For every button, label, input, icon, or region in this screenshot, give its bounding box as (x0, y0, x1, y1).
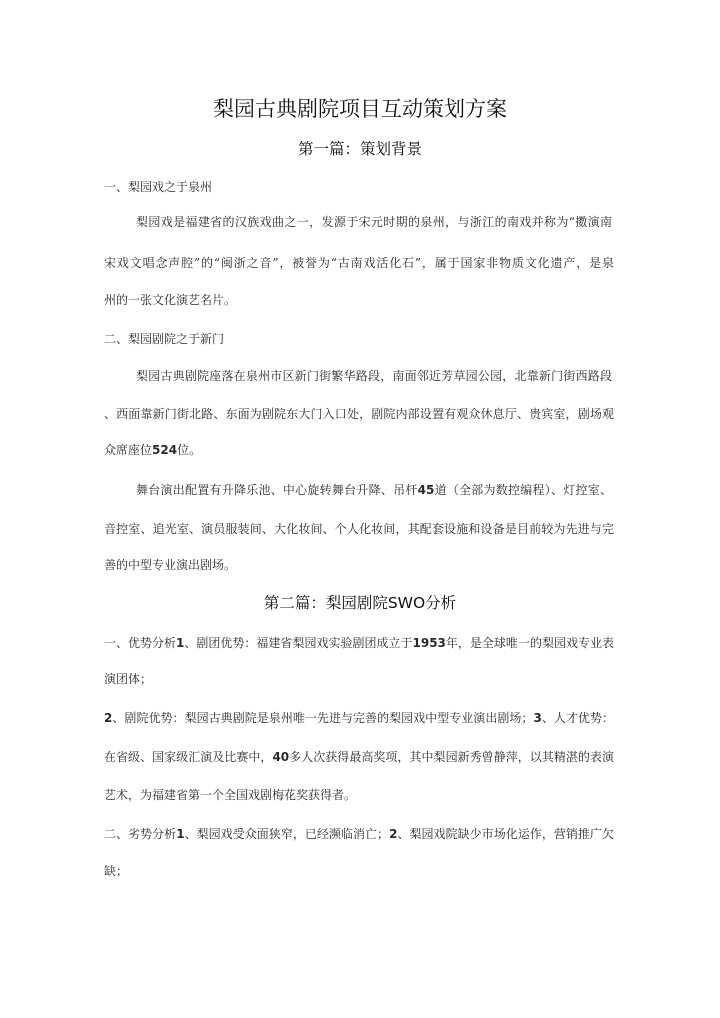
text-run: 舞台演出配置有升降乐池、中心旋转舞台升降、吊杆 (136, 483, 418, 497)
swo-line (104, 748, 614, 766)
text-run: 多人次获得最高奖项，其中梨园新秀曾静萍，以其精湛的表演 (289, 750, 614, 764)
section2-paragraph-line (136, 481, 612, 499)
part1-heading: 第一篇：策划背景 (297, 140, 422, 158)
text-run: 1 (176, 636, 185, 650)
text-run: 在省级、国家级汇演及比赛中， (104, 750, 273, 764)
section2-paragraph-line: 梨园古典剧院座落在泉州市区新门街繁华路段，南面邻近芳草园公园，北靠新门街西路段 (136, 369, 612, 383)
swo-line: 缺； (104, 864, 129, 878)
text-run: 1 (176, 827, 185, 841)
text-run: 、剧团优势：福建省梨园戏实验剧团成立于 (184, 636, 413, 650)
swo-line (104, 709, 614, 727)
section2-heading: 二、梨园剧院之于新门 (104, 332, 225, 346)
seat-count: 524 (152, 443, 178, 457)
text-run: 众席座位 (104, 443, 153, 457)
text-run: 年，是全球唯一的梨园戏专业表 (445, 636, 614, 650)
text-run: 、人才优势： (541, 711, 614, 725)
section2-paragraph-line: 善的中型专业演出剧场。 (104, 558, 237, 572)
award-count: 40 (272, 750, 290, 764)
swo-line (104, 825, 614, 843)
rigging-count: 45 (417, 483, 435, 497)
swo-line (104, 634, 614, 652)
year-number: 1953 (412, 636, 446, 650)
section1-paragraph-line: 州的一张文化演艺名片。 (104, 293, 237, 307)
text-run: 道（全部为数控编程）、灯控室、 (434, 483, 612, 497)
text-run: 、梨园戏受众面狭窄，已经濒临消亡； (184, 827, 390, 841)
text-run: 、梨园戏院缺少市场化运作，营销推广欠 (397, 827, 614, 841)
section2-paragraph-line (104, 441, 614, 459)
swo-line: 艺术，为福建省第一个全国戏剧梅花奖获得者。 (104, 788, 357, 802)
swo-line: 演团体； (104, 672, 153, 686)
text-run: 一、优势分析 (104, 636, 177, 650)
document-title: 梨园古典剧院项目互动策划方案 (213, 97, 507, 121)
text-run: 2 (104, 711, 113, 725)
section1-paragraph-line: 梨园戏是福建省的汉族戏曲之一，发源于宋元时期的泉州，与浙江的南戏并称为“擞演南 (136, 215, 612, 229)
section2-paragraph-line: 音控室、追光室、演员服装间、大化妆间、个人化妆间，其配套设施和设备是目前较为先进与完 (104, 522, 614, 536)
text-run: 、剧院优势：梨园古典剧院是泉州唯一先进与完善的梨园戏中型专业演出剧场； (112, 711, 534, 725)
section2-paragraph-line: 、西面靠新门街北路、东面为剧院东大门入口处，剧院内部设置有观众休息厅、贵宾室，剧场观 (104, 407, 614, 421)
text-run: 3 (533, 711, 542, 725)
part2-heading: 第二篇：梨园剧院SWO分析 (263, 594, 457, 612)
section1-heading: 一、梨园戏之于泉州 (104, 180, 213, 194)
text-run: 2 (389, 827, 398, 841)
section1-paragraph-line: 宋戏文唱念声腔”的“闽浙之音”，被誉为“古南戏活化石”，属于国家非物质文化遗产，是泉 (104, 256, 614, 270)
text-run: 二、劣势分析 (104, 827, 177, 841)
text-run: 位。 (177, 443, 202, 457)
